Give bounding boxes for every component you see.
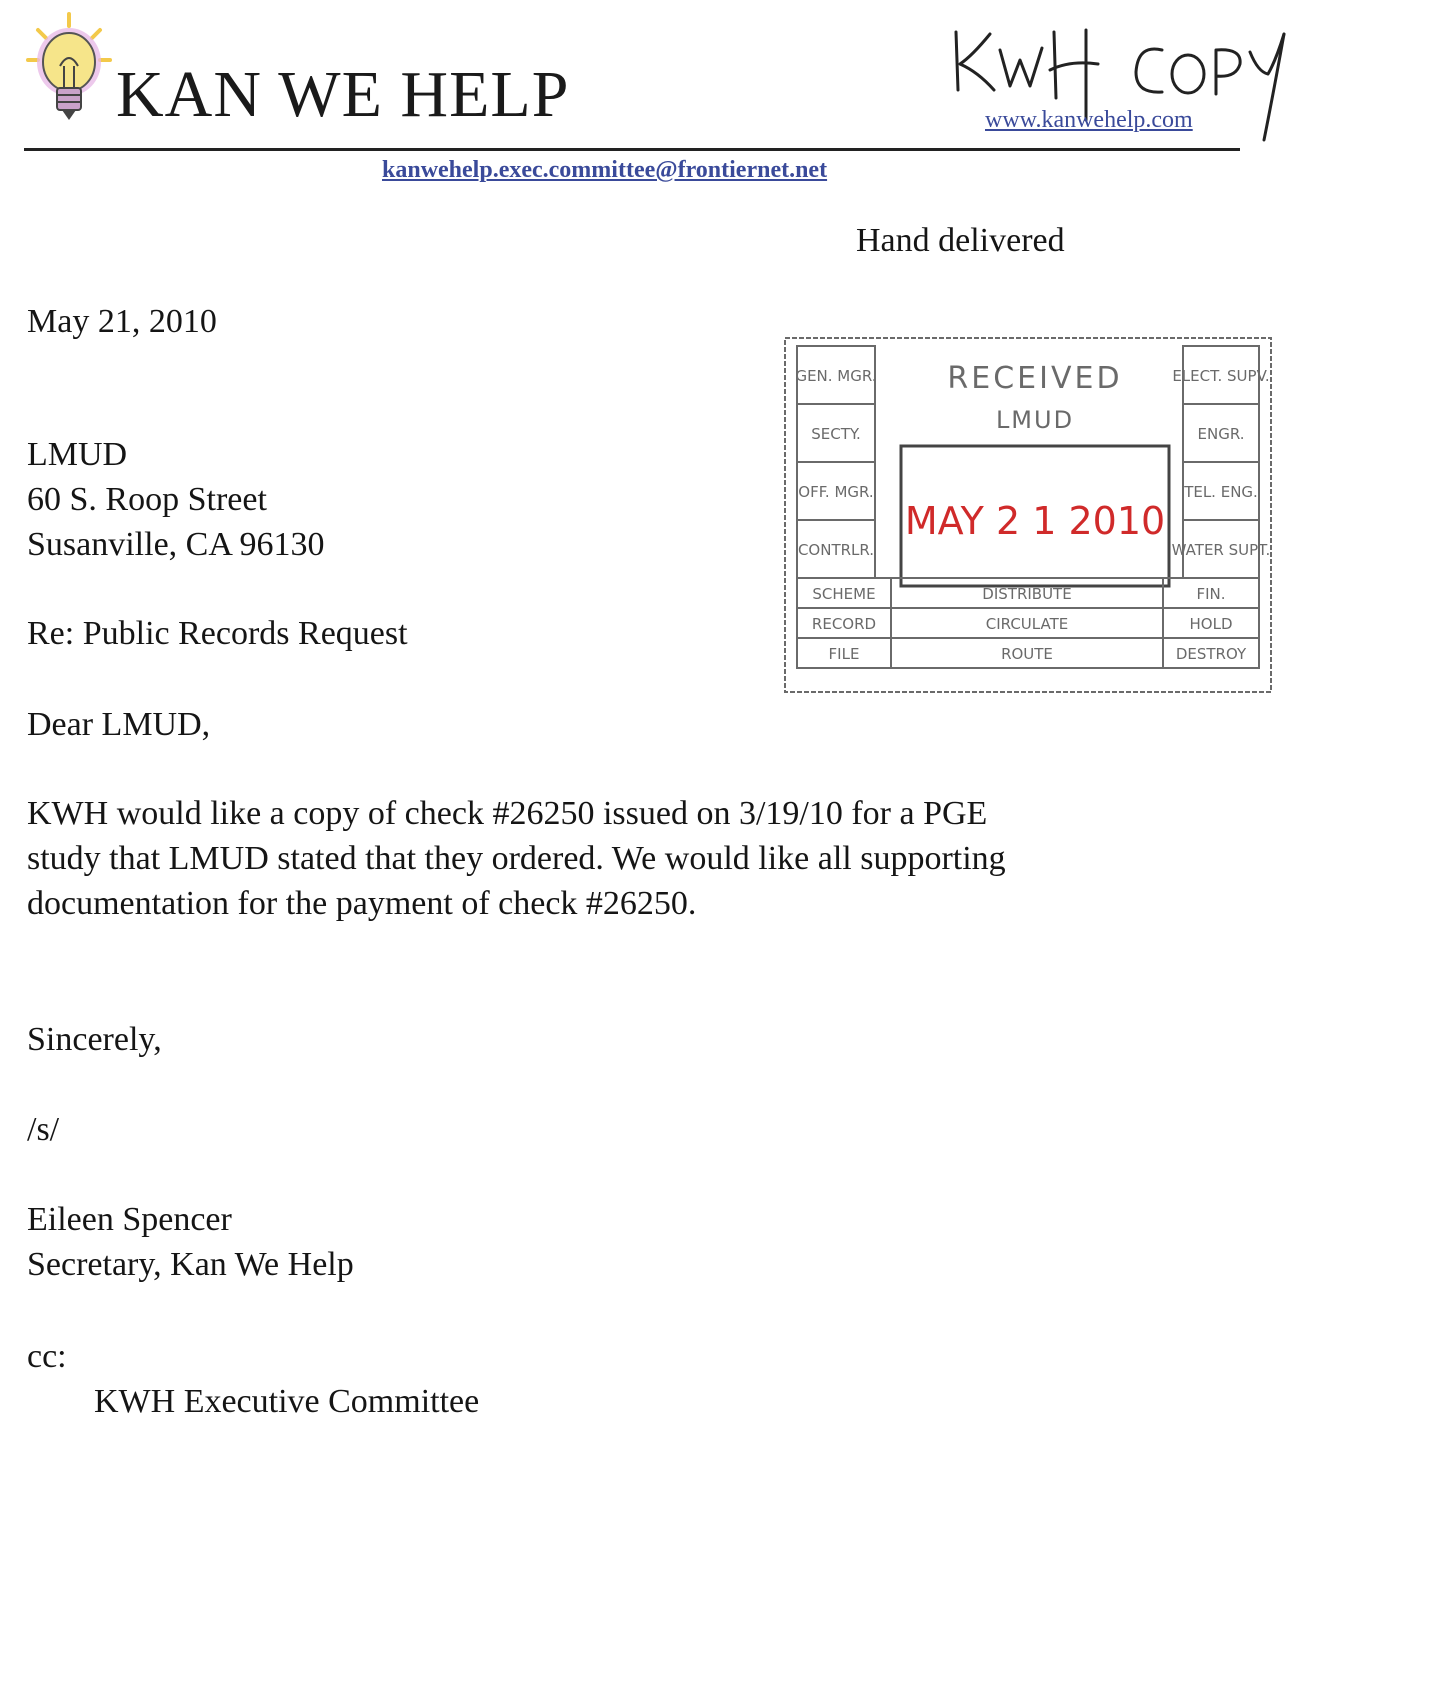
body-paragraph: [27, 791, 1006, 926]
stamp-title: RECEIVED: [947, 361, 1123, 396]
cc-recipient: KWH Executive Committee: [94, 1383, 480, 1420]
stamp-left-5-label: RECORD: [811, 615, 877, 633]
stamp-left-0-label: GEN. MGR.: [795, 367, 877, 385]
stamp-right-3-label: WATER SUPT.: [1171, 541, 1271, 559]
stamp-right-2-label: TEL. ENG.: [1184, 483, 1258, 501]
salutation: Dear LMUD,: [27, 706, 211, 743]
signature: /s/: [27, 1111, 60, 1148]
body-line: study that LMUD stated that they ordered. We would like all supporting: [27, 840, 1006, 877]
subject-line: Re: Public Records Request: [27, 615, 408, 652]
stamp-org: LMUD: [995, 406, 1075, 434]
stamp-right-6-label: DESTROY: [1175, 645, 1247, 663]
stamp-left-4-label: SCHEME: [812, 585, 876, 603]
stamp-right-1-label: ENGR.: [1197, 425, 1245, 443]
stamp-bottom-1-label: CIRCULATE: [985, 615, 1069, 633]
body-line: KWH would like a copy of check #26250 issued on 3/19/10 for a PGE: [27, 795, 988, 832]
stamp-right-0-label: ELECT. SUPV.: [1172, 367, 1270, 385]
header-divider: [24, 148, 1240, 151]
received-stamp: [783, 336, 1273, 696]
recipient-address: [27, 432, 325, 567]
stamp-left-6-label: FILE: [828, 645, 860, 663]
stamp-date: MAY 2 1 2010: [904, 499, 1166, 543]
stamp-left-3-label: CONTRLR.: [797, 541, 875, 559]
email-link[interactable]: kanwehelp.exec.committee@frontiernet.net: [382, 157, 828, 183]
cc-label: cc:: [27, 1338, 67, 1375]
recipient-street: 60 S. Roop Street: [27, 481, 267, 518]
stamp-left-1-label: SECTY.: [811, 425, 861, 443]
body-line: documentation for the payment of check #26250.: [27, 885, 697, 922]
letter-date: May 21, 2010: [27, 303, 217, 340]
stamp-right-5-label: HOLD: [1189, 615, 1233, 633]
website-link[interactable]: www.kanwehelp.com: [985, 107, 1193, 133]
signer-name: Eileen Spencer: [27, 1201, 232, 1238]
stamp-left-2-label: OFF. MGR.: [798, 483, 874, 501]
delivery-note: Hand delivered: [856, 222, 1065, 259]
signer-title: Secretary, Kan We Help: [27, 1246, 354, 1283]
stamp-right-4-label: FIN.: [1196, 585, 1226, 603]
lightbulb-icon: [24, 10, 114, 130]
stamp-bottom-2-label: ROUTE: [1001, 645, 1053, 663]
org-name: KAN WE HELP: [116, 58, 570, 131]
recipient-name: LMUD: [27, 436, 128, 473]
signer-block: [27, 1197, 354, 1287]
recipient-city: Susanville, CA 96130: [27, 526, 325, 563]
stamp-bottom-0-label: DISTRIBUTE: [982, 585, 1072, 603]
closing: Sincerely,: [27, 1021, 162, 1058]
